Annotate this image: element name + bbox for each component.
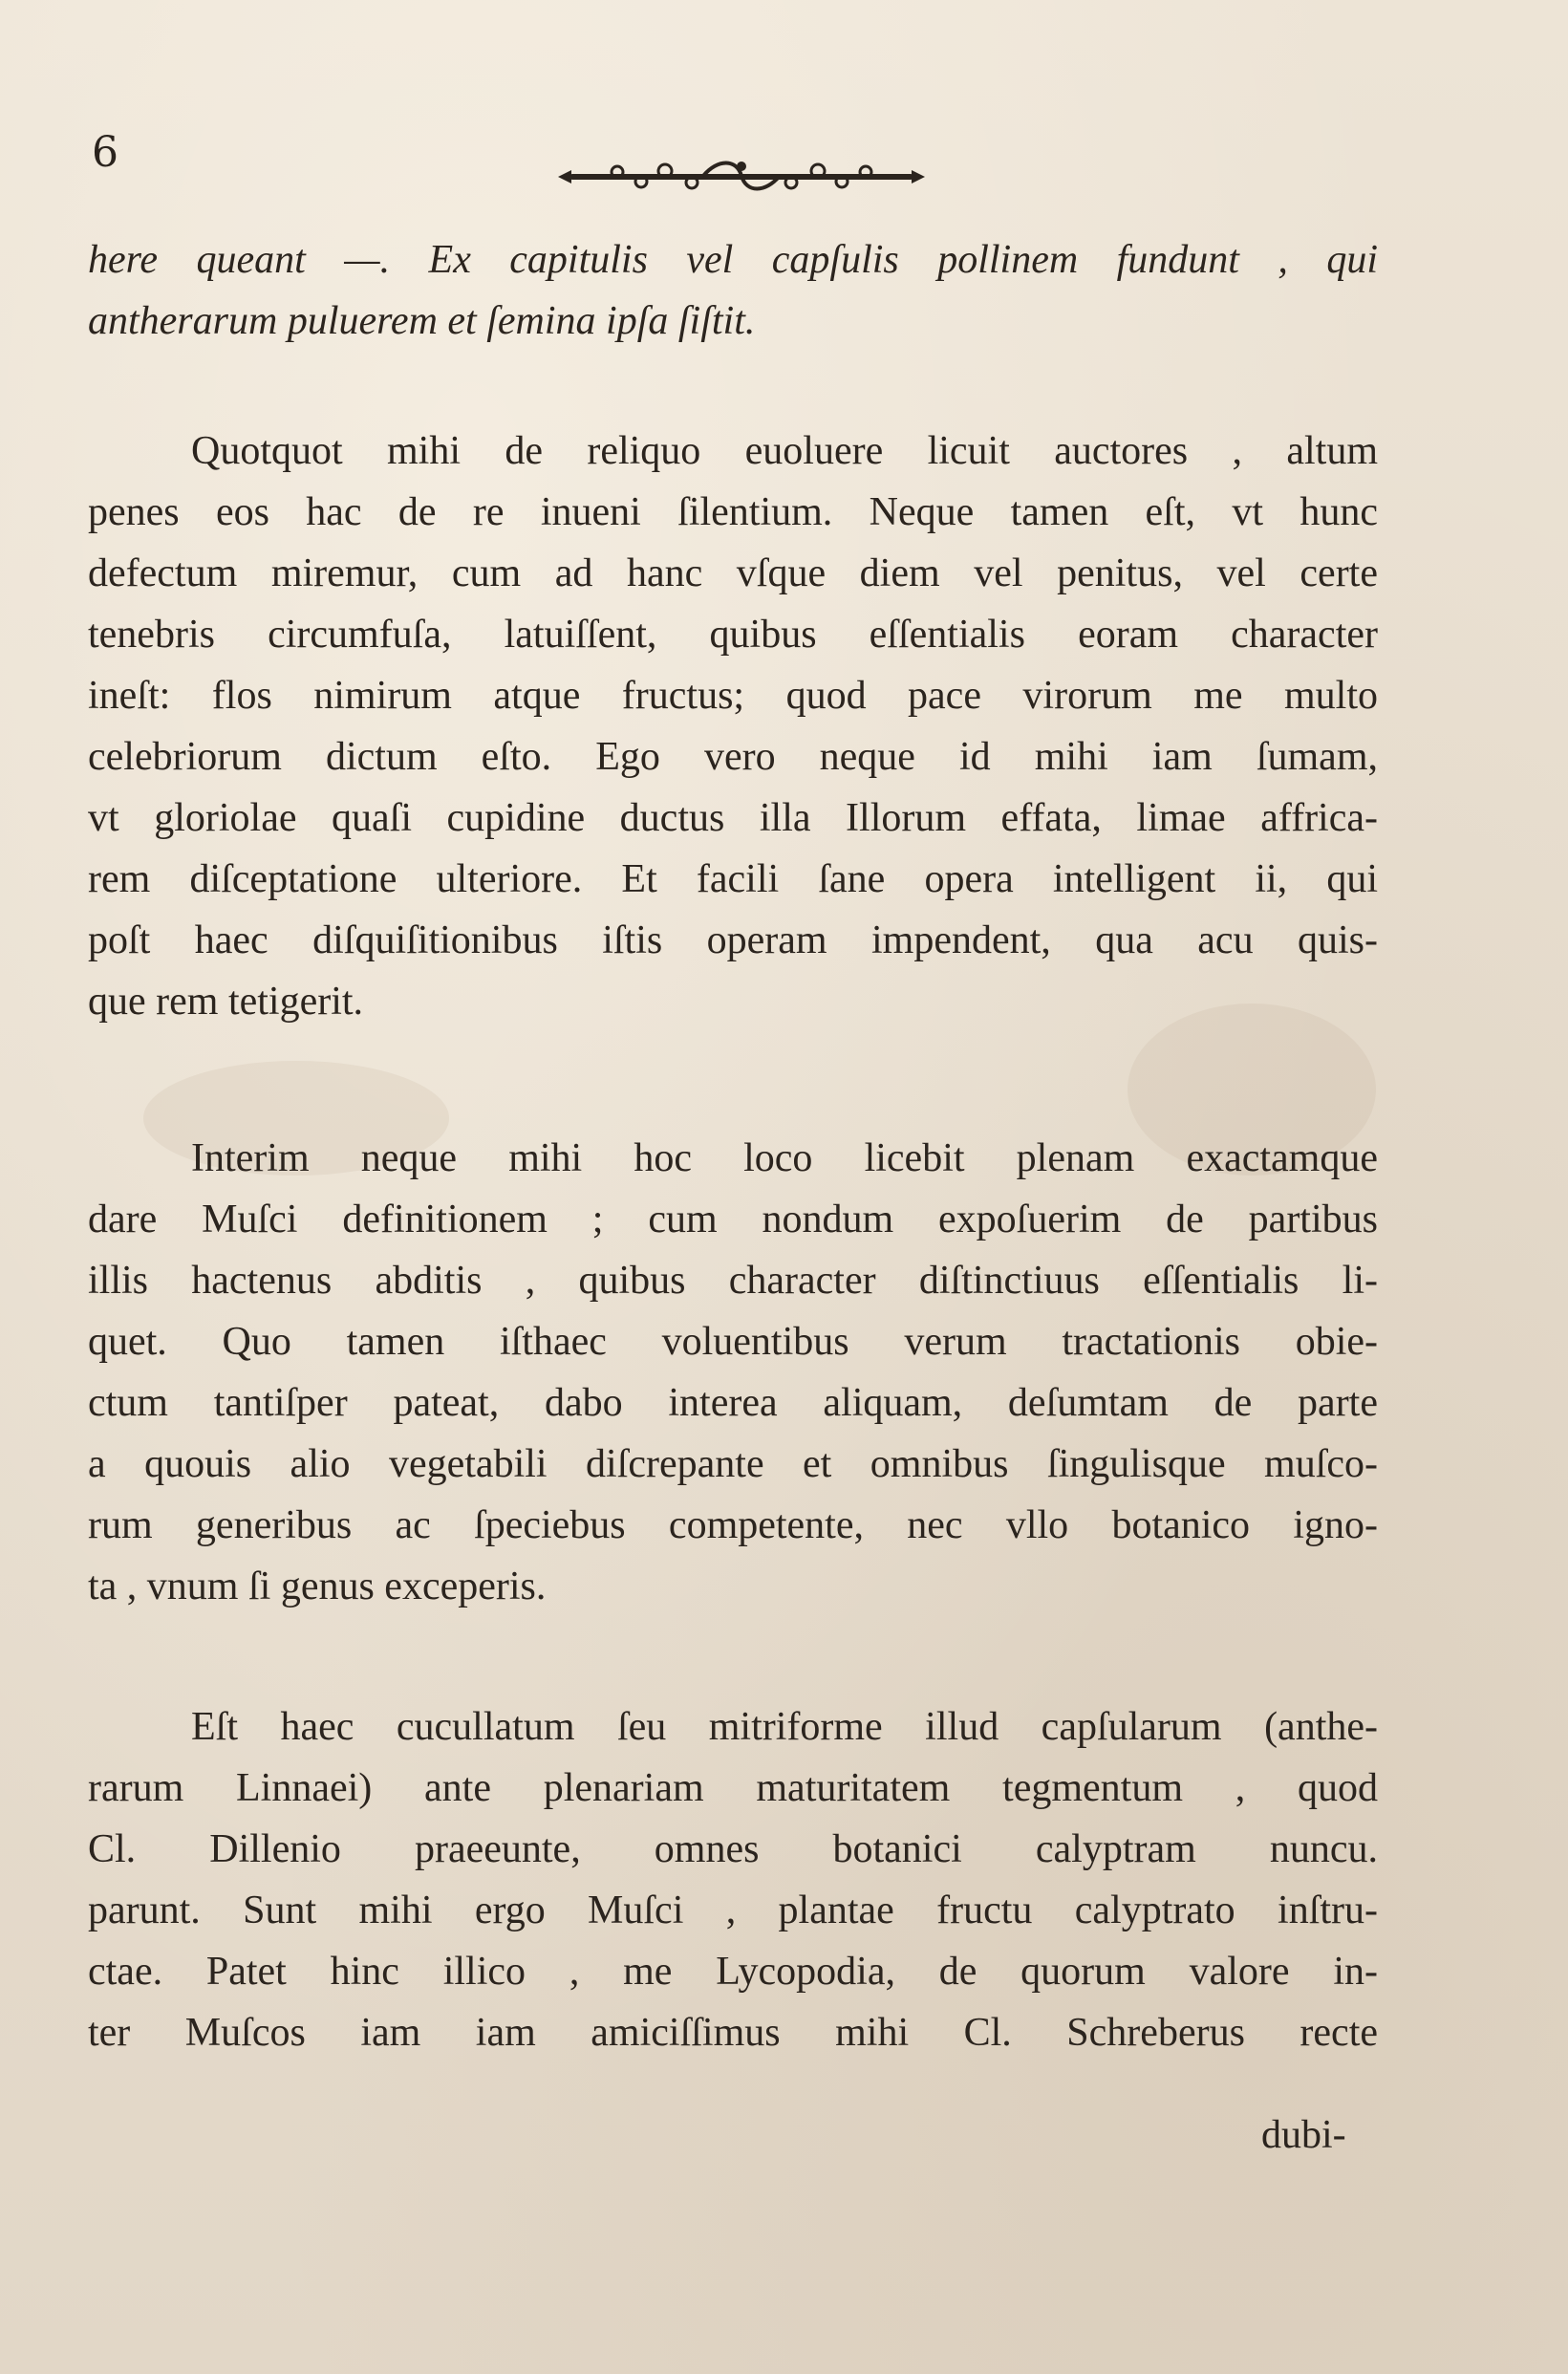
text-line: antherarum puluerem et ſemina ipſa ſiſtit. <box>88 299 756 343</box>
text-line: defectum miremur, cum ad hanc vſque diem vel penitus, vel certe <box>88 551 1378 595</box>
text-line: ctum tantiſper pateat, dabo interea aliquam, deſumtam de parte <box>88 1381 1378 1425</box>
text-line: celebriorum dictum eſto. Ego vero neque id mihi iam ſumam, <box>88 735 1378 779</box>
text-line: parunt. Sunt mihi ergo Muſci , plantae fructu calyptrato inſtru- <box>88 1888 1378 1932</box>
text-line: ta , vnum ſi genus exceperis. <box>88 1565 547 1608</box>
text-line: rem diſceptatione ulteriore. Et facili ſane opera intelligent ii, qui <box>88 857 1378 901</box>
catchword: dubi- <box>1261 2113 1346 2157</box>
text-line: que rem tetigerit. <box>88 980 364 1024</box>
page-number: 6 <box>92 128 118 177</box>
text-line: tenebris circumfuſa, latuiſſent, quibus eſſentialis eoram character <box>88 613 1378 657</box>
text-line: rarum Linnaei) ante plenariam maturitatem tegmentum , quod <box>88 1766 1378 1810</box>
paragraph-quotquot <box>88 421 1378 1032</box>
paragraph-continuation <box>88 229 1378 352</box>
text-line: Quotquot mihi de reliquo euoluere licuit auctores , altum <box>191 429 1378 473</box>
text-line: dare Muſci definitionem ; cum nondum expoſuerim de partibus <box>88 1198 1378 1241</box>
text-line: ctae. Patet hinc illico , me Lycopodia, de quorum valore in- <box>88 1950 1378 1994</box>
paragraph-interim <box>88 1128 1378 1617</box>
typographic-ornament-icon <box>550 153 933 201</box>
text-line: rum generibus ac ſpeciebus competente, nec vllo botanico igno- <box>88 1503 1378 1547</box>
text-line: illis hactenus abditis , quibus character diſtinctiuus eſſentialis li- <box>88 1259 1378 1303</box>
text-line: Cl. Dillenio praeeunte, omnes botanici calyptram nuncu. <box>88 1827 1378 1871</box>
text-line: vt gloriolae quaſi cupidine ductus illa Illorum effata, limae affrica- <box>88 796 1378 840</box>
text-line: here queant —. Ex capitulis vel capſulis pollinem fundunt , qui <box>88 238 1378 282</box>
text-line: Interim neque mihi hoc loco licebit plenam exactamque <box>191 1136 1378 1180</box>
text-line: quet. Quo tamen iſthaec voluentibus verum tractationis obie- <box>88 1320 1378 1364</box>
paragraph-est-haec <box>88 1696 1378 2063</box>
text-line: ter Muſcos iam iam amiciſſimus mihi Cl. Schreberus recte <box>88 2011 1378 2055</box>
text-line: penes eos hac de re inueni ſilentium. Neque tamen eſt, vt hunc <box>88 490 1378 534</box>
text-line: Eſt haec cucullatum ſeu mitriforme illud capſularum (anthe- <box>191 1705 1378 1749</box>
text-line: ineſt: flos nimirum atque fructus; quod pace virorum me multo <box>88 674 1378 718</box>
text-line: a quouis alio vegetabili diſcrepante et omnibus ſingulisque muſco- <box>88 1442 1378 1486</box>
text-line: poſt haec diſquiſitionibus iſtis operam impendent, qua acu quis- <box>88 918 1378 962</box>
